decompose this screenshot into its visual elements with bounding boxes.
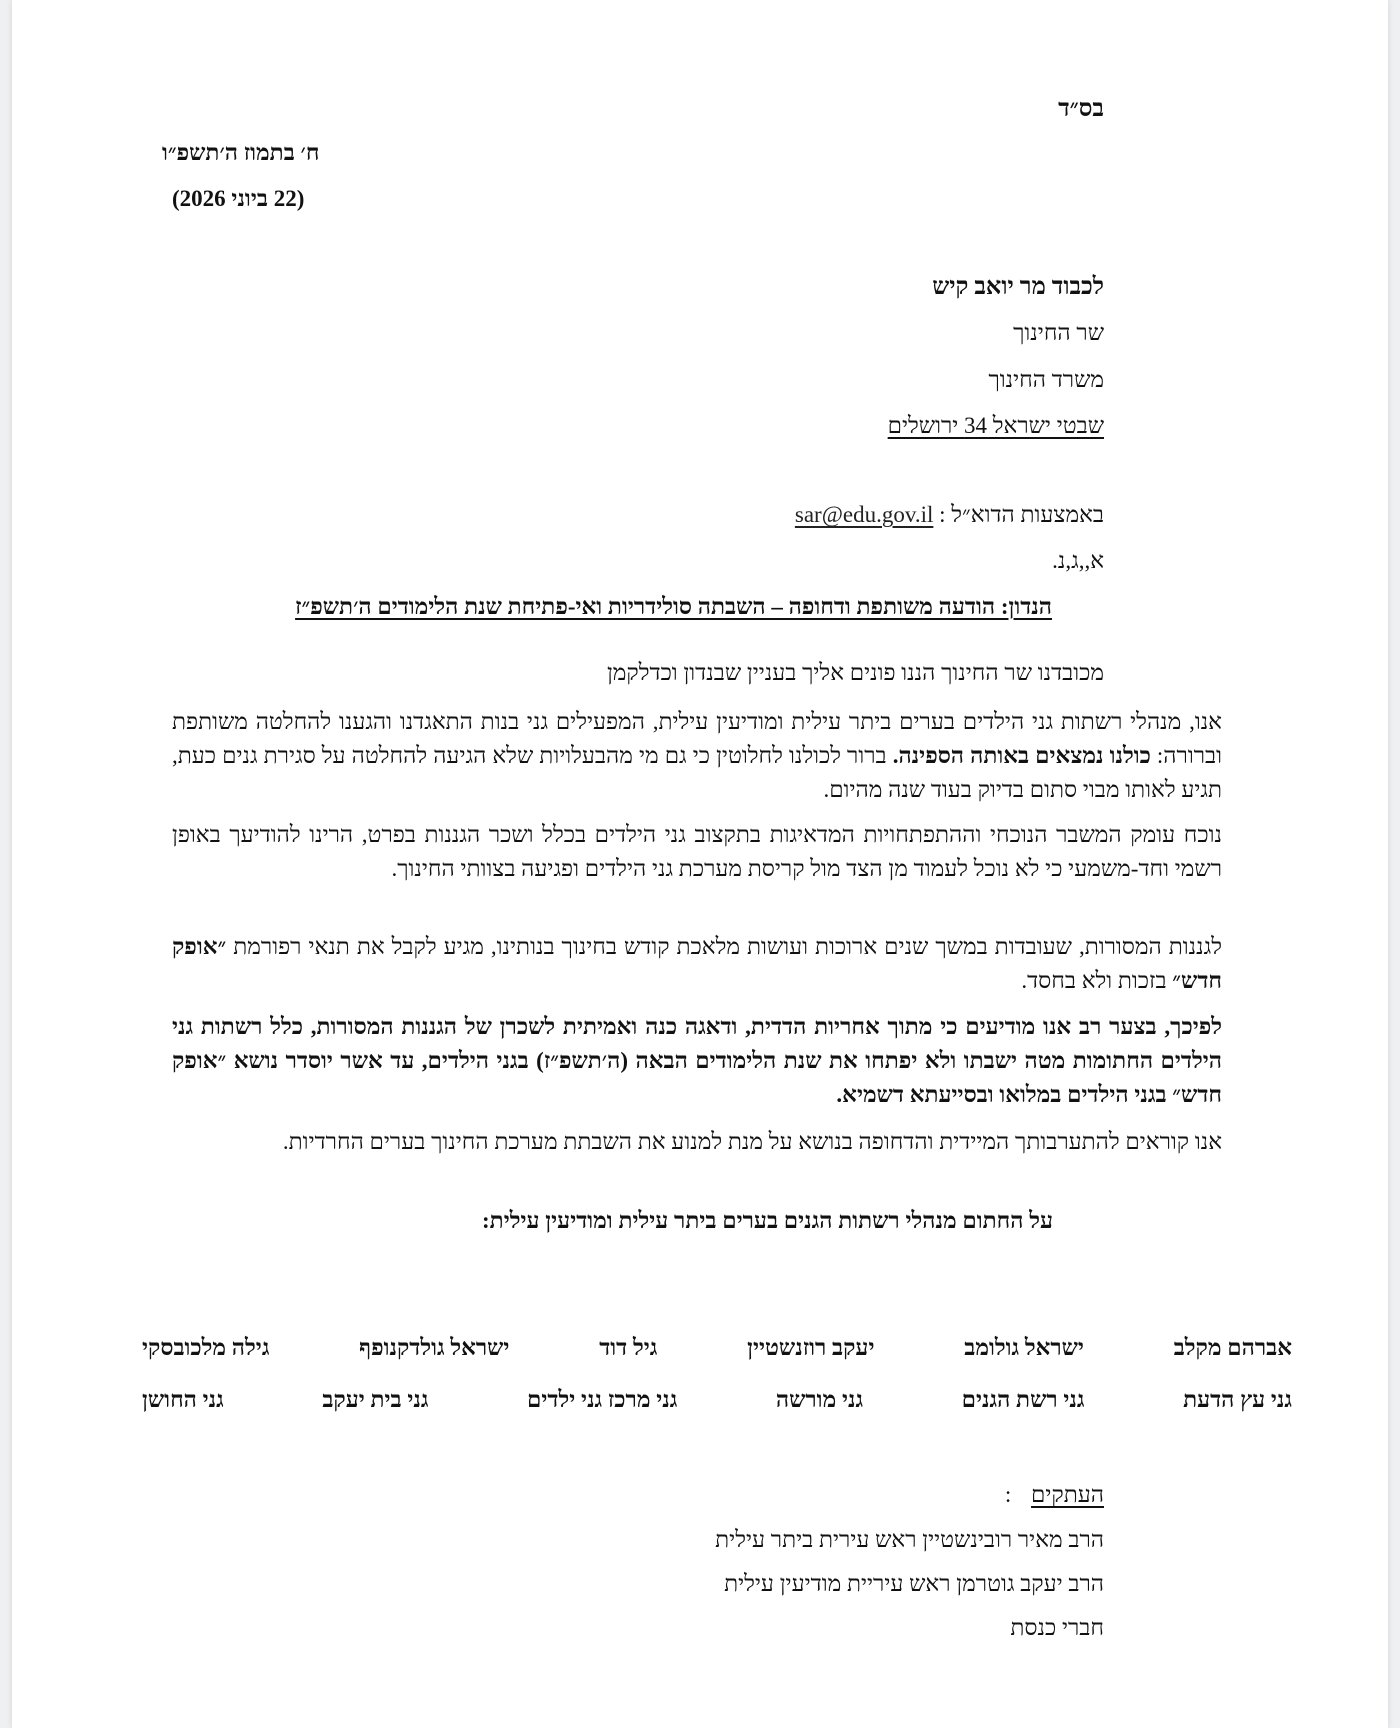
paragraph-1-a: אנו, מנהלי רשתות גני הילדים בערים ביתר עילית ומודיעין עילית, המפעילים גני בנות התאגדנו והגענו להחלטה משותפת וברורה: — [172, 709, 1222, 768]
bsd-header: בס״ד — [1058, 96, 1104, 122]
signer-names-row — [142, 1335, 1292, 1361]
recipient-address: שבטי ישראל 34 ירושלים — [887, 413, 1104, 438]
copies-colon: : — [1004, 1482, 1012, 1507]
signer-org: גני מרכז גני ילדים — [527, 1387, 678, 1412]
signer-org: גני בית יעקב — [322, 1387, 429, 1412]
signer-name: גילה מלכובסקי — [142, 1335, 270, 1360]
signer-name: גיל דוד — [599, 1335, 658, 1360]
signer-org: גני מורשה — [775, 1387, 864, 1412]
email-link[interactable]: sar@edu.gov.il — [794, 502, 934, 527]
hebrew-date: ח׳ בתמוז ה׳תשפ״ו — [162, 140, 320, 165]
paragraph-1-b: ברור לכולנו לחלוטין כי גם מי מהבעלויות שלא הגיעה להחלטה על סגירת גנים כעת, תגיע לאותו מבוי סתום בדיוק בעוד שנה מהיום. — [172, 743, 1222, 802]
signer-orgs-row — [142, 1387, 1292, 1413]
signer-org: גני עץ הדעת — [1183, 1387, 1292, 1412]
opening-line: מכובדנו שר החינוך הננו פונים אליך בעניין שבנדון וכדלקמן — [606, 660, 1104, 685]
paragraph-3-a: לגננות המסורות, שעובדות במשך שנים ארוכות ועושות מלאכת קודש בחינוך בנותינו, מגיע לקבל את תנאי רפורמת — [226, 934, 1222, 959]
signer-name: ישראל גולומב — [964, 1335, 1084, 1360]
signer-name: ישראל גולדקנופף — [359, 1335, 510, 1360]
paragraph-1-bold: כולנו נמצאים באותה הספינה. — [892, 743, 1151, 768]
copy-recipient: הרב יעקב גוטרמן ראש עיריית מודיעין עילית — [724, 1571, 1104, 1596]
copy-recipient: הרב מאיר רובינשטיין ראש עירית ביתר עילית — [715, 1527, 1104, 1552]
recipient-name: לכבוד מר יואב קיש — [932, 274, 1104, 300]
email-line — [795, 502, 1104, 528]
paragraph-5: אנו קוראים להתערבותך המיידית והדחופה בנושא על מנת למנוע את השבתת מערכת החינוך בערים החרדיות. — [282, 1129, 1222, 1154]
paragraph-1 — [172, 705, 1222, 807]
signer-org: גני החושן — [142, 1387, 224, 1412]
email-label: באמצעות הדוא״ל : — [939, 502, 1104, 527]
subject-line: הנדון: הודעה משותפת ודחופה – השבתה סולידריות ואי-פתיחת שנת הלימודים ה׳תשפ״ז — [295, 594, 1052, 619]
signer-name: אברהם מקלב — [1173, 1335, 1292, 1360]
copy-recipient: חברי כנסת — [1010, 1615, 1104, 1640]
paragraph-2: נוכח עומק המשבר הנוכחי וההתפתחויות המדאיגות בתקצוב גני הילדים בכלל ושכר הגננות בפרט, הרינו להודיעך באופן רשמי וחד-משמעי כי לא נוכל לעמוד מן הצד מול קריסת מערכת גני הילדים ופגיעה בצוותי החינוך. — [172, 822, 1222, 881]
letter-page — [12, 0, 1388, 1728]
recipient-office: משרד החינוך — [988, 367, 1104, 392]
copies-label: העתקים — [1031, 1482, 1104, 1507]
paragraph-4: לפיכך, בצער רב אנו מודיעים כי מתוך אחריות הדדית, ודאגה כנה ואמיתית לשכרן של הגננות המסורות, כלל רשתות גני הילדים החתומות מטה ישבתו ולא יפתחו את שנת הלימודים הבאה (ה׳תשפ״ז) בגני הילדים, עד אשר יוסדר נושא ״אופק חדש״ בגני הילדים במלואו ובסייעתא דשמיא. — [172, 1014, 1222, 1107]
copies-header — [1005, 1482, 1104, 1508]
paragraph-3-b: בזכות ולא בחסד. — [1021, 968, 1173, 993]
gregorian-date: (22 ביוני 2026) — [172, 186, 305, 211]
signed-header: על החתום מנהלי רשתות הגנים בערים ביתר עילית ומודיעין עילית: — [482, 1208, 1053, 1233]
signer-org: גני רשת הגנים — [961, 1387, 1085, 1412]
paragraph-3-bold: ״אופק חדש״ — [172, 934, 1222, 993]
recipient-title: שר החינוך — [1013, 320, 1104, 345]
signer-name: יעקב רוזנשטיין — [747, 1335, 875, 1360]
paragraph-3 — [172, 930, 1222, 998]
salutation: א,,ג,נ. — [1052, 548, 1104, 573]
